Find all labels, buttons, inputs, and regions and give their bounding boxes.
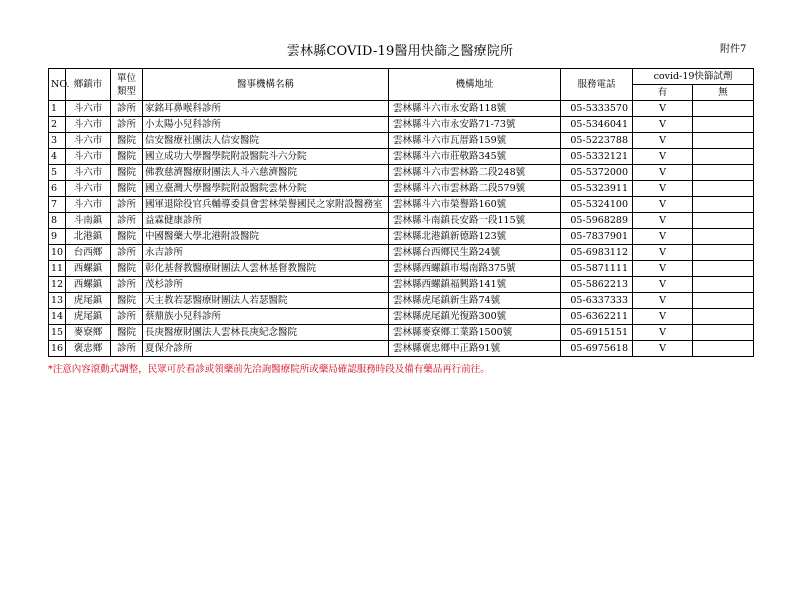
cell-phone: 05-5968289 [561, 213, 633, 229]
cell-no: 14 [49, 309, 66, 325]
cell-no: 15 [49, 325, 66, 341]
cell-no: 4 [49, 149, 66, 165]
table-row [49, 261, 754, 277]
cell-town: 斗南鎮 [66, 213, 111, 229]
cell-town: 北港鎮 [66, 229, 111, 245]
cell-town: 斗六市 [66, 117, 111, 133]
cell-address: 雲林縣斗六市永安路118號 [389, 101, 561, 117]
cell-name: 佛教慈濟醫療財團法人斗六慈濟醫院 [143, 165, 389, 181]
cell-type: 診所 [111, 341, 143, 357]
cell-address: 雲林縣斗六市雲林路二段248號 [389, 165, 561, 181]
cell-none [693, 293, 754, 309]
cell-have: V [633, 309, 693, 325]
table-row [49, 181, 754, 197]
cell-address: 雲林縣北港鎮新德路123號 [389, 229, 561, 245]
cell-name: 小太陽小兒科診所 [143, 117, 389, 133]
header-covid-test: covid-19快篩試劑 [633, 69, 754, 85]
cell-none [693, 261, 754, 277]
table-row [49, 325, 754, 341]
cell-town: 西螺鎮 [66, 261, 111, 277]
cell-name: 夏保介診所 [143, 341, 389, 357]
cell-have: V [633, 325, 693, 341]
cell-town: 西螺鎮 [66, 277, 111, 293]
cell-none [693, 245, 754, 261]
cell-type: 醫院 [111, 325, 143, 341]
cell-town: 麥寮鄉 [66, 325, 111, 341]
table-row [49, 309, 754, 325]
table-row [49, 197, 754, 213]
cell-phone: 05-6915151 [561, 325, 633, 341]
cell-have: V [633, 197, 693, 213]
table-row [49, 117, 754, 133]
cell-type: 醫院 [111, 229, 143, 245]
table-row [49, 229, 754, 245]
cell-none [693, 181, 754, 197]
header-none: 無 [693, 85, 754, 101]
cell-none [693, 117, 754, 133]
cell-name: 天主教若瑟醫療財團法人若瑟醫院 [143, 293, 389, 309]
cell-type: 醫院 [111, 149, 143, 165]
header-phone: 服務電話 [561, 69, 633, 101]
cell-phone: 05-5871111 [561, 261, 633, 277]
cell-type: 診所 [111, 309, 143, 325]
cell-town: 斗六市 [66, 165, 111, 181]
clinic-table [48, 68, 754, 357]
cell-type: 診所 [111, 245, 143, 261]
cell-address: 雲林縣虎尾鎮新生路74號 [389, 293, 561, 309]
cell-none [693, 213, 754, 229]
cell-type: 診所 [111, 277, 143, 293]
cell-none [693, 229, 754, 245]
header-town: 鄉鎮市 [66, 69, 111, 101]
cell-phone: 05-6983112 [561, 245, 633, 261]
cell-name: 長庚醫療財團法人雲林長庚紀念醫院 [143, 325, 389, 341]
cell-have: V [633, 117, 693, 133]
cell-phone: 05-5324100 [561, 197, 633, 213]
cell-no: 6 [49, 181, 66, 197]
cell-no: 7 [49, 197, 66, 213]
header-type [111, 69, 143, 101]
cell-address: 雲林縣斗六市莊敬路345號 [389, 149, 561, 165]
cell-town: 虎尾鎮 [66, 309, 111, 325]
cell-have: V [633, 245, 693, 261]
cell-town: 褒忠鄉 [66, 341, 111, 357]
cell-have: V [633, 149, 693, 165]
document-title: 雲林縣COVID-19醫用快篩之醫療院所 [286, 44, 514, 59]
cell-no: 9 [49, 229, 66, 245]
cell-phone: 05-5223788 [561, 133, 633, 149]
cell-address: 雲林縣西螺鎮福興路141號 [389, 277, 561, 293]
cell-none [693, 325, 754, 341]
cell-phone: 05-6362211 [561, 309, 633, 325]
cell-have: V [633, 165, 693, 181]
cell-no: 12 [49, 277, 66, 293]
cell-town: 斗六市 [66, 197, 111, 213]
cell-phone: 05-5323911 [561, 181, 633, 197]
attachment-label: 附件7 [720, 44, 747, 55]
cell-have: V [633, 341, 693, 357]
cell-phone: 05-5346041 [561, 117, 633, 133]
cell-town: 斗六市 [66, 149, 111, 165]
cell-address: 雲林縣斗六市瓦厝路159號 [389, 133, 561, 149]
cell-no: 5 [49, 165, 66, 181]
cell-address: 雲林縣西螺鎮市場南路375號 [389, 261, 561, 277]
cell-no: 1 [49, 101, 66, 117]
cell-town: 虎尾鎮 [66, 293, 111, 309]
header-name: 醫事機構名稱 [143, 69, 389, 101]
cell-have: V [633, 213, 693, 229]
cell-address: 雲林縣虎尾鎮光復路300號 [389, 309, 561, 325]
cell-phone: 05-5332121 [561, 149, 633, 165]
cell-town: 斗六市 [66, 133, 111, 149]
cell-type: 診所 [111, 117, 143, 133]
cell-no: 2 [49, 117, 66, 133]
cell-town: 斗六市 [66, 181, 111, 197]
cell-have: V [633, 277, 693, 293]
cell-none [693, 277, 754, 293]
cell-phone: 05-6337333 [561, 293, 633, 309]
cell-type: 診所 [111, 101, 143, 117]
cell-have: V [633, 133, 693, 149]
table-row [49, 213, 754, 229]
cell-name: 益霖健康診所 [143, 213, 389, 229]
table-row [49, 293, 754, 309]
cell-type: 醫院 [111, 261, 143, 277]
cell-address: 雲林縣斗六市永安路71-73號 [389, 117, 561, 133]
cell-type: 醫院 [111, 293, 143, 309]
cell-have: V [633, 101, 693, 117]
cell-name: 彰化基督教醫療財團法人雲林基督教醫院 [143, 261, 389, 277]
footnote: *注意內容滾動式調整，民眾可於看診或領藥前先洽詢醫療院所或藥局確認服務時段及備有藥品再行前往。 [48, 364, 490, 375]
cell-type: 診所 [111, 213, 143, 229]
cell-have: V [633, 293, 693, 309]
cell-type: 醫院 [111, 133, 143, 149]
cell-address: 雲林縣台西鄉民生路24號 [389, 245, 561, 261]
cell-name: 蔡鼎族小兒科診所 [143, 309, 389, 325]
header-no: NO. [49, 69, 66, 101]
header-type-label: 單位類型 [116, 72, 136, 97]
table-row [49, 149, 754, 165]
table-row [49, 277, 754, 293]
cell-town: 台西鄉 [66, 245, 111, 261]
cell-name: 茂杉診所 [143, 277, 389, 293]
cell-none [693, 101, 754, 117]
cell-address: 雲林縣斗六市雲林路二段579號 [389, 181, 561, 197]
cell-no: 16 [49, 341, 66, 357]
cell-type: 醫院 [111, 181, 143, 197]
cell-name: 中國醫藥大學北港附設醫院 [143, 229, 389, 245]
cell-address: 雲林縣斗南鎮長安路一段115號 [389, 213, 561, 229]
cell-name: 國軍退除役官兵輔導委員會雲林榮譽國民之家附設醫務室 [143, 197, 389, 213]
cell-type: 醫院 [111, 165, 143, 181]
cell-none [693, 341, 754, 357]
cell-none [693, 309, 754, 325]
cell-none [693, 165, 754, 181]
table-row [49, 101, 754, 117]
cell-address: 雲林縣斗六市榮譽路160號 [389, 197, 561, 213]
header-address: 機構地址 [389, 69, 561, 101]
cell-no: 13 [49, 293, 66, 309]
table-row [49, 133, 754, 149]
cell-no: 10 [49, 245, 66, 261]
cell-name: 信安醫療社團法人信安醫院 [143, 133, 389, 149]
cell-phone: 05-5333570 [561, 101, 633, 117]
cell-no: 8 [49, 213, 66, 229]
cell-phone: 05-5862213 [561, 277, 633, 293]
cell-name: 家銘耳鼻喉科診所 [143, 101, 389, 117]
cell-have: V [633, 261, 693, 277]
cell-no: 3 [49, 133, 66, 149]
cell-have: V [633, 229, 693, 245]
cell-name: 國立臺灣大學醫學院附設醫院雲林分院 [143, 181, 389, 197]
cell-phone: 05-5372000 [561, 165, 633, 181]
table-row [49, 245, 754, 261]
table-row [49, 341, 754, 357]
cell-type: 診所 [111, 197, 143, 213]
cell-have: V [633, 181, 693, 197]
cell-name: 國立成功大學醫學院附設醫院斗六分院 [143, 149, 389, 165]
cell-none [693, 197, 754, 213]
table-row [49, 165, 754, 181]
cell-town: 斗六市 [66, 101, 111, 117]
header-have: 有 [633, 85, 693, 101]
cell-address: 雲林縣麥寮鄉工業路1500號 [389, 325, 561, 341]
cell-name: 永吉診所 [143, 245, 389, 261]
cell-phone: 05-7837901 [561, 229, 633, 245]
cell-none [693, 149, 754, 165]
cell-none [693, 133, 754, 149]
cell-address: 雲林縣褒忠鄉中正路91號 [389, 341, 561, 357]
cell-no: 11 [49, 261, 66, 277]
cell-phone: 05-6975618 [561, 341, 633, 357]
